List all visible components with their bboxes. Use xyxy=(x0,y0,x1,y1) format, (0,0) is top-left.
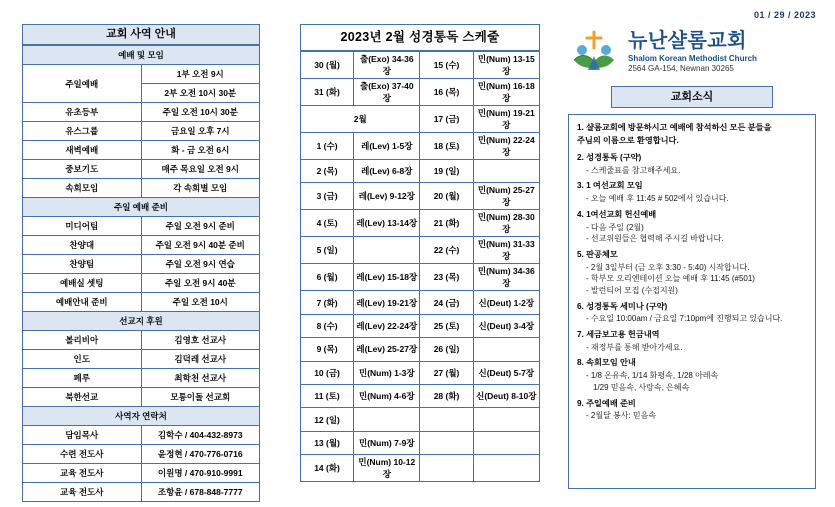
row-label: 교육 전도사 xyxy=(23,464,142,483)
table-row xyxy=(301,408,540,431)
table-row xyxy=(301,79,540,106)
schedule-reading: 신(Deut) 8-10장 xyxy=(473,384,539,407)
bulletin-date: 01 / 29 / 2023 xyxy=(753,10,816,20)
table-row xyxy=(301,338,540,361)
schedule-date: 9 (목) xyxy=(301,338,354,361)
table-row xyxy=(301,237,540,264)
schedule-reading: 출(Exo) 34-36장 xyxy=(354,52,420,79)
table-row xyxy=(301,210,540,237)
schedule-reading: 민(Num) 19-21장 xyxy=(473,106,539,133)
row-label: 유초등부 xyxy=(23,103,142,122)
list-item-detail: - 오늘 예배 후 11:45 # 502에서 있습니다. xyxy=(586,194,729,204)
schedule-reading: 민(Num) 7-9장 xyxy=(354,431,420,454)
list-item: 7. 세금보고용 헌금내역 xyxy=(577,329,660,339)
row-value: 김덕레 선교사 xyxy=(141,350,260,369)
schedule-date: 24 (금) xyxy=(420,291,473,314)
list-item-detail: - 선교위원들은 협력해 주시길 바랍니다. xyxy=(586,234,724,244)
schedule-reading: 민(Num) 22-24장 xyxy=(473,133,539,160)
table-row xyxy=(301,384,540,407)
schedule-date: 6 (월) xyxy=(301,264,354,291)
list-item-detail: - 재정부를 통해 받아가세요. xyxy=(586,342,683,352)
schedule-reading: 민(Num) 13-15장 xyxy=(473,52,539,79)
row-value: 주일 오전 9시 연습 xyxy=(141,255,260,274)
schedule-reading: 레(Lev) 25-27장 xyxy=(354,338,420,361)
row-label: 교육 전도사 xyxy=(23,483,142,502)
schedule-date: 7 (화) xyxy=(301,291,354,314)
row-value: 주일 오전 10시 30분 xyxy=(141,103,260,122)
row-value: 2부 오전 10시 30분 xyxy=(141,84,260,103)
bible-reading-schedule-panel xyxy=(300,24,540,482)
list-item: 1. 샬롬교회에 방문하시고 예배에 참석하신 모든 분들을 xyxy=(577,123,772,132)
ministry-table xyxy=(22,45,260,502)
row-label: 담임목사 xyxy=(23,426,142,445)
schedule-reading: 출(Exo) 37-40장 xyxy=(354,79,420,106)
schedule-date: 18 (토) xyxy=(420,133,473,160)
schedule-reading: 신(Deut) 1-2장 xyxy=(473,291,539,314)
schedule-reading xyxy=(354,408,420,431)
schedule-reading xyxy=(473,408,539,431)
schedule-title: 2023년 2월 성경통독 스케줄 xyxy=(300,24,540,51)
church-name-kr: 뉴난샬롬교회 xyxy=(628,30,747,52)
schedule-reading: 민(Num) 28-30장 xyxy=(473,210,539,237)
schedule-date: 21 (화) xyxy=(420,210,473,237)
schedule-reading: 레(Lev) 22-24장 xyxy=(354,314,420,337)
table-row xyxy=(301,133,540,160)
schedule-reading: 민(Num) 4-6장 xyxy=(354,384,420,407)
schedule-reading: 레(Lev) 13-14장 xyxy=(354,210,420,237)
schedule-reading: 레(Lev) 1-5장 xyxy=(354,133,420,160)
row-value: 금요일 오후 7시 xyxy=(141,122,260,141)
schedule-date: 13 (월) xyxy=(301,431,354,454)
schedule-date: 11 (토) xyxy=(301,384,354,407)
table-row xyxy=(301,291,540,314)
row-value: 화 - 금 오전 6시 xyxy=(141,141,260,160)
row-value: 주일 오전 9시 40분 준비 xyxy=(141,236,260,255)
list-item: 3. 1 여선교회 모임 xyxy=(577,181,643,191)
row-value: 최학천 선교사 xyxy=(141,369,260,388)
table-row xyxy=(301,106,540,133)
schedule-date: 28 (화) xyxy=(420,384,473,407)
schedule-date: 10 (금) xyxy=(301,361,354,384)
row-label: 예배안내 준비 xyxy=(23,293,142,312)
list-item-detail: - 2월 3일부터 (금 오후 3:30 - 5:40) 시작합니다. xyxy=(586,262,750,272)
schedule-date: 25 (토) xyxy=(420,314,473,337)
church-name-block xyxy=(628,31,816,73)
table-row xyxy=(301,361,540,384)
row-value: 이원명 / 470-910-9991 xyxy=(141,464,260,483)
table-row xyxy=(301,314,540,337)
row-label: 북한선교 xyxy=(23,388,142,407)
row-label: 새벽예배 xyxy=(23,141,142,160)
row-label: 미디어팀 xyxy=(23,217,142,236)
list-item: 5. 판공체모 xyxy=(577,249,618,259)
schedule-reading xyxy=(473,160,539,183)
list-item: 2. 성경통독 (구약) xyxy=(577,152,642,162)
schedule-date: 30 (월) xyxy=(301,52,354,79)
church-name-en: Shalom Korean Methodist Church xyxy=(628,54,757,63)
schedule-date: 22 (수) xyxy=(420,237,473,264)
row-value: 조항윤 / 678-848-7777 xyxy=(141,483,260,502)
list-item-detail: - 스케줄표를 참고해주세요. xyxy=(586,165,681,175)
row-label: 볼리비아 xyxy=(23,331,142,350)
list-item: 4. 1여선교회 헌신예배 xyxy=(577,209,657,219)
row-label: 중보기도 xyxy=(23,160,142,179)
schedule-date xyxy=(420,455,473,482)
list-item-detail: - 다음 주일 (2월) xyxy=(586,222,644,232)
schedule-date: 3 (금) xyxy=(301,183,354,210)
schedule-reading: 레(Lev) 19-21장 xyxy=(354,291,420,314)
news-panel xyxy=(568,10,816,489)
row-label: 속회모임 xyxy=(23,179,142,198)
schedule-reading: 민(Num) 34-36장 xyxy=(473,264,539,291)
list-item-line2: 주님의 이름으로 환영합니다. xyxy=(577,135,679,145)
list-item-detail: - 수요일 10:00am / 금요일 7:10pm에 진행되고 있습니다. xyxy=(586,314,783,324)
table-row xyxy=(301,431,540,454)
list-item-detail: - 1/8 온유속, 1/14 화평속, 1/28 아레속 xyxy=(586,371,719,381)
list-item-detail: - 발런티어 모집 (수접지원) xyxy=(586,285,678,295)
schedule-reading: 레(Lev) 6-8장 xyxy=(354,160,420,183)
news-list xyxy=(568,114,816,489)
row-value: 모통이돌 선교회 xyxy=(141,388,260,407)
row-label: 인도 xyxy=(23,350,142,369)
row-value: 각 속회별 모임 xyxy=(141,179,260,198)
row-value: 주일 오전 9시 준비 xyxy=(141,217,260,236)
schedule-date: 14 (화) xyxy=(301,455,354,482)
row-label: 찬양대 xyxy=(23,236,142,255)
row-label: 페루 xyxy=(23,369,142,388)
row-label: 예배실 셋팅 xyxy=(23,274,142,293)
row-value: 김학수 / 404-432-8973 xyxy=(141,426,260,445)
schedule-reading: 신(Deut) 5-7장 xyxy=(473,361,539,384)
row-value: 김영호 선교사 xyxy=(141,331,260,350)
schedule-date: 19 (일) xyxy=(420,160,473,183)
schedule-date: 5 (일) xyxy=(301,237,354,264)
list-item: 9. 주일예배 준비 xyxy=(577,398,636,408)
ministry-info-panel xyxy=(22,24,260,502)
list-item: 6. 성경통독 세미나 (구약) xyxy=(577,301,668,311)
news-panel-title: 교회소식 xyxy=(611,86,773,108)
table-row xyxy=(301,160,540,183)
church-branding xyxy=(568,26,816,78)
list-item-detail: 1/29 믿음속, 사랑속, 은혜속 xyxy=(593,382,690,392)
schedule-reading: 레(Lev) 9-12장 xyxy=(354,183,420,210)
row-label: 찬양팀 xyxy=(23,255,142,274)
row-value: 주일 오전 10시 xyxy=(141,293,260,312)
table-row xyxy=(301,455,540,482)
schedule-date: 4 (토) xyxy=(301,210,354,237)
schedule-reading xyxy=(473,455,539,482)
schedule-table xyxy=(300,51,540,482)
schedule-reading xyxy=(473,431,539,454)
row-value: 윤정현 / 470-776-0716 xyxy=(141,445,260,464)
schedule-date: 27 (월) xyxy=(420,361,473,384)
section-header: 선교지 후원 xyxy=(23,312,260,331)
row-label: 주일예배 xyxy=(23,65,142,103)
section-header: 사역자 연락처 xyxy=(23,407,260,426)
schedule-reading: 민(Num) 31-33장 xyxy=(473,237,539,264)
schedule-reading: 민(Num) 10-12장 xyxy=(354,455,420,482)
church-logo-icon xyxy=(568,26,620,78)
table-row xyxy=(301,183,540,210)
schedule-reading xyxy=(473,338,539,361)
table-row xyxy=(301,52,540,79)
list-item: 8. 속회모임 안내 xyxy=(577,358,636,368)
schedule-reading xyxy=(354,237,420,264)
schedule-date: 17 (금) xyxy=(420,106,473,133)
schedule-date xyxy=(420,431,473,454)
schedule-reading: 신(Deut) 3-4장 xyxy=(473,314,539,337)
schedule-date: 20 (월) xyxy=(420,183,473,210)
row-value: 1부 오전 9시 xyxy=(141,65,260,84)
list-item-detail: - 학부모 오리엔테이션 오늘 예배 후 11:45 (#501) xyxy=(586,274,755,284)
schedule-date: 12 (일) xyxy=(301,408,354,431)
schedule-reading: 민(Num) 25-27장 xyxy=(473,183,539,210)
row-label: 유스그룹 xyxy=(23,122,142,141)
section-header: 주일 예배 준비 xyxy=(23,198,260,217)
schedule-reading: 레(Lev) 15-18장 xyxy=(354,264,420,291)
row-value: 주일 오전 9시 40분 xyxy=(141,274,260,293)
ministry-panel-title: 교회 사역 안내 xyxy=(22,24,260,45)
schedule-reading: 민(Num) 16-18장 xyxy=(473,79,539,106)
schedule-date: 8 (수) xyxy=(301,314,354,337)
schedule-date: 16 (목) xyxy=(420,79,473,106)
list-item-detail: - 2월달 봉사: 믿음속 xyxy=(586,411,657,421)
row-value: 매주 목요일 오전 9시 xyxy=(141,160,260,179)
church-address: 2564 GA-154, Newnan 30265 xyxy=(628,64,734,73)
schedule-date: 31 (화) xyxy=(301,79,354,106)
schedule-reading: 민(Num) 1-3장 xyxy=(354,361,420,384)
schedule-date: 15 (수) xyxy=(420,52,473,79)
schedule-date xyxy=(420,408,473,431)
schedule-date: 2 (목) xyxy=(301,160,354,183)
row-label: 수련 전도사 xyxy=(23,445,142,464)
schedule-date: 23 (목) xyxy=(420,264,473,291)
schedule-date: 26 (일) xyxy=(420,338,473,361)
table-row xyxy=(301,264,540,291)
schedule-date: 1 (수) xyxy=(301,133,354,160)
schedule-month-label: 2월 xyxy=(301,106,420,133)
section-header: 예배 및 모임 xyxy=(23,46,260,65)
